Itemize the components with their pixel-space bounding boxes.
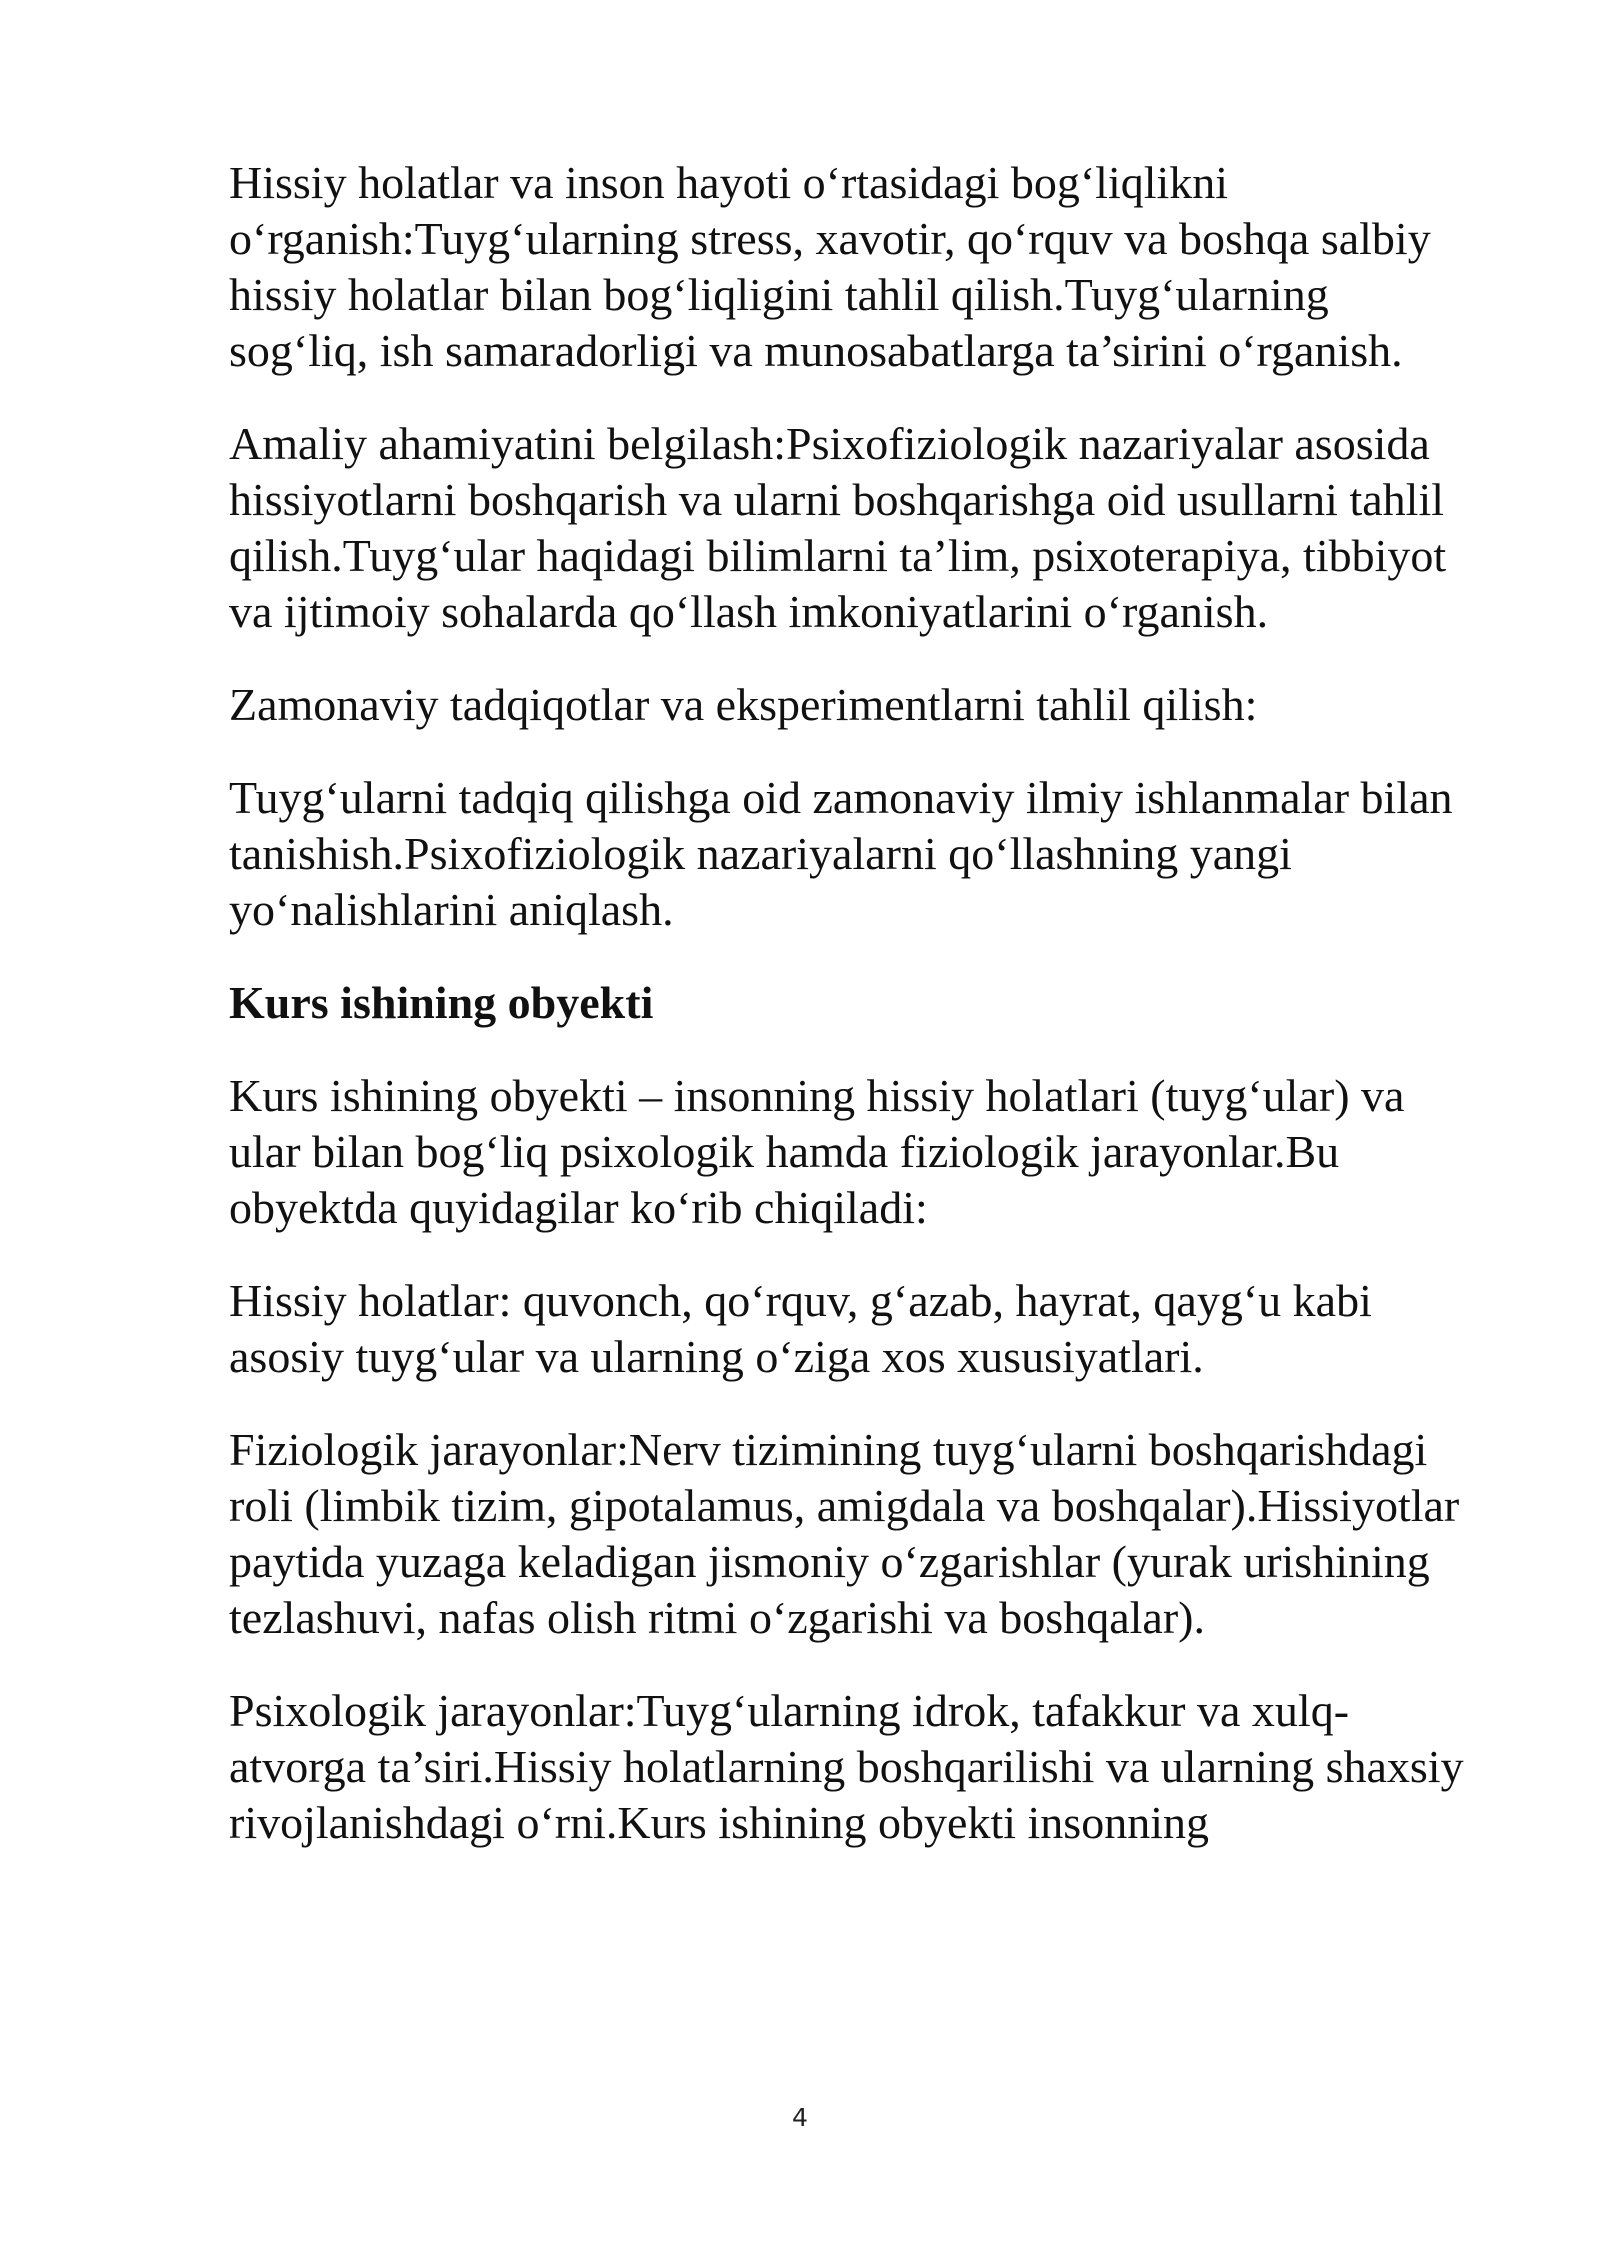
paragraph-relationship: Hissiy holatlar va inson hayoti o‘rtasidagi bog‘liqlikni o‘rganish:Tuyg‘ularning stress, xavotir, qo‘rquv va boshqa salbiy hissiy holatlar bilan bog‘liqligini tahlil qilish.Tuyg‘ularning sog‘liq, ish samaradorligi va munosabatlarga ta’sirini o‘rganish. — [229, 157, 1431, 376]
paragraph-psychological-processes: Psixologik jarayonlar:Tuyg‘ularning idrok, tafakkur va xulq-atvorga ta’siri.Hissiy holatlarning boshqarilishi va ularning shaxsiy rivojlanishdagi o‘rni.Kurs ishining obyekti insonning — [229, 1685, 1464, 1848]
paragraph-scientific-developments: Tuyg‘ularni tadqiq qilishga oid zamonaviy ilmiy ishlanmalar bilan tanishish.Psixofiziologik nazariyalarni qo‘llashning yangi yo‘nalishlarini aniqlash. — [229, 772, 1453, 935]
paragraph-physiological-processes: Fiziologik jarayonlar:Nerv tizimining tuyg‘ularni boshqarishdagi roli (limbik tizim, gipotalamus, amigdala va boshqalar).Hissiyotlar paytida yuzaga keladigan jismoniy o‘zgarishlar (yurak urishining tezlashuvi, nafas olish ritmi o‘zgarishi va boshqalar). — [229, 1424, 1460, 1643]
section-heading: Kurs ishining obyekti — [229, 977, 654, 1028]
page-number: 4 — [792, 2103, 808, 2132]
paragraph-emotional-states: Hissiy holatlar: quvonch, qo‘rquv, g‘azab, hayrat, qayg‘u kabi asosiy tuyg‘ular va ularning o‘ziga xos xususiyatlari. — [229, 1275, 1372, 1382]
paragraph-course-object: Kurs ishining obyekti – insonning hissiy holatlari (tuyg‘ular) va ular bilan bog‘liq psixologik hamda fiziologik jarayonlar.Bu obyektda quyidagilar ko‘rib chiqiladi: — [229, 1070, 1405, 1233]
paragraph-modern-research: Zamonaviy tadqiqotlar va eksperimentlarni tahlil qilish: — [229, 679, 1258, 730]
page-content — [229, 155, 1479, 1888]
paragraph-practical-importance: Amaliy ahamiyatini belgilash:Psixofiziologik nazariyalar asosida hissiyotlarni boshqarish va ularni boshqarishga oid usullarni tahlil qilish.Tuyg‘ular haqidagi bilimlarni ta’lim, psixoterapiya, tibbiyot va ijtimoiy sohalarda qo‘llash imkoniyatlarini o‘rganish. — [229, 418, 1447, 637]
